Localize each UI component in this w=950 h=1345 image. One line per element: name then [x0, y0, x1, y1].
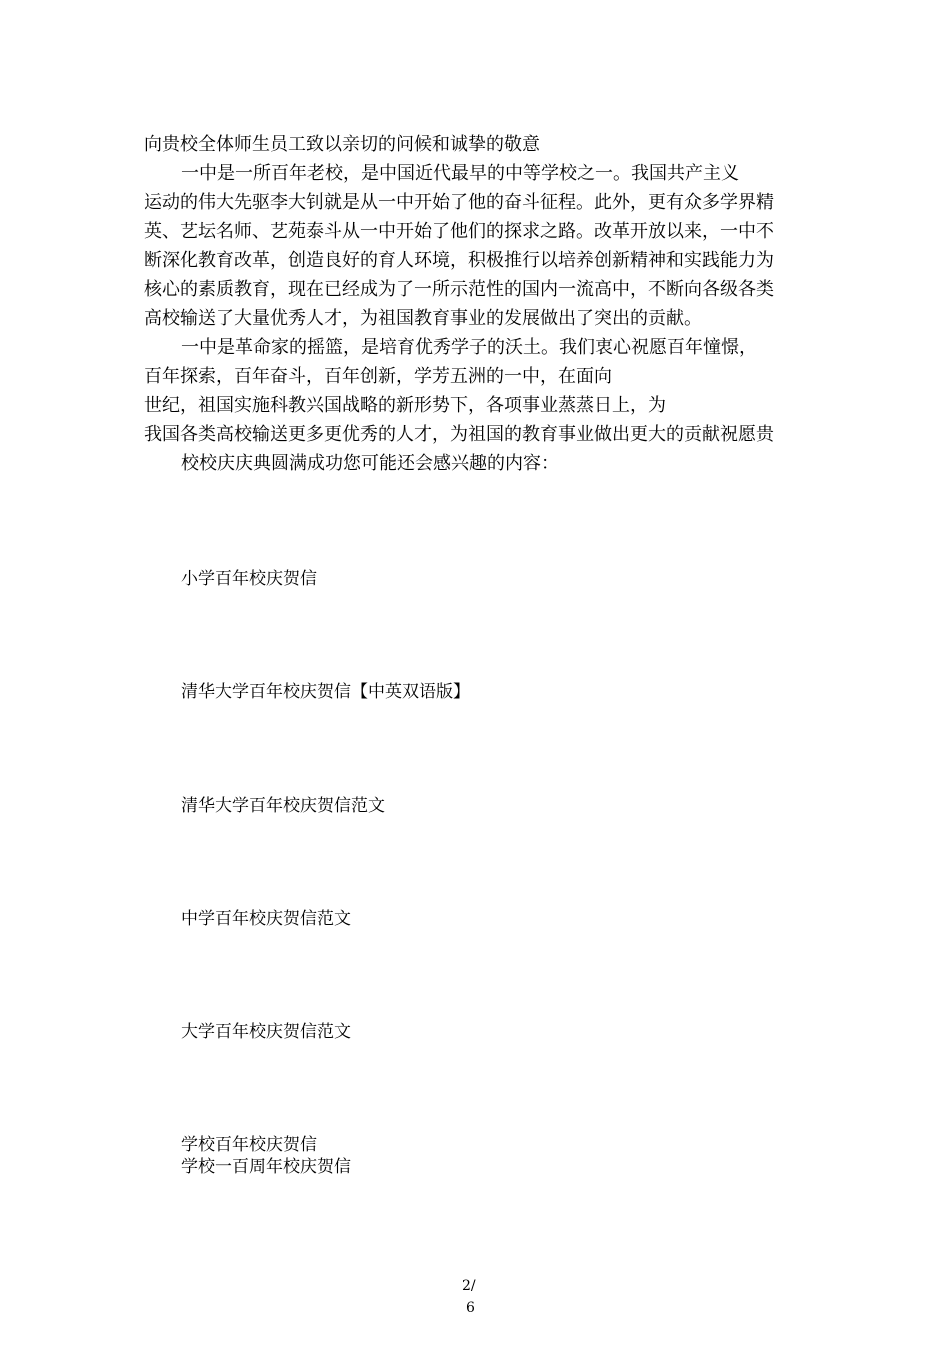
related-link[interactable]: 学校百年校庆贺信 [181, 1135, 317, 1155]
paragraph-line: 一中是一所百年老校，是中国近代最早的中等学校之一。我国共产主义 [181, 163, 739, 184]
page-number-current: 2/ [462, 1278, 476, 1294]
paragraph-line: 向贵校全体师生员工致以亲切的问候和诚挚的敬意 [144, 134, 540, 155]
related-link[interactable]: 小学百年校庆贺信 [181, 569, 317, 589]
related-link[interactable]: 中学百年校庆贺信范文 [181, 909, 351, 929]
related-link[interactable]: 学校一百周年校庆贺信 [181, 1157, 351, 1177]
paragraph-line: 高校输送了大量优秀人才，为祖国教育事业的发展做出了突出的贡献。 [144, 308, 702, 329]
paragraph-line: 一中是革命家的摇篮，是培育优秀学子的沃土。我们衷心祝愿百年憧憬， [181, 337, 757, 358]
paragraph-line: 校校庆庆典圆满成功您可能还会感兴趣的内容： [181, 453, 559, 474]
paragraph-line: 断深化教育改革，创造良好的育人环境，积极推行以培养创新精神和实践能力为 [144, 250, 774, 271]
related-link[interactable]: 清华大学百年校庆贺信【中英双语版】 [181, 682, 470, 702]
paragraph-line: 百年探索，百年奋斗，百年创新，学芳五洲的一中，在面向 [144, 366, 612, 387]
paragraph-line: 世纪，祖国实施科教兴国战略的新形势下，各项事业蒸蒸日上，为 [144, 395, 666, 416]
paragraph-line: 英、艺坛名师、艺苑泰斗从一中开始了他们的探求之路。改革开放以来，一中不 [144, 221, 774, 242]
related-link[interactable]: 清华大学百年校庆贺信范文 [181, 796, 385, 816]
related-link[interactable]: 大学百年校庆贺信范文 [181, 1022, 351, 1042]
page-number-total: 6 [466, 1300, 475, 1316]
paragraph-line: 运动的伟大先驱李大钊就是从一中开始了他的奋斗征程。此外，更有众多学界精 [144, 192, 774, 213]
paragraph-line: 核心的素质教育，现在已经成为了一所示范性的国内一流高中，不断向各级各类 [144, 279, 774, 300]
paragraph-line: 我国各类高校输送更多更优秀的人才，为祖国的教育事业做出更大的贡献祝愿贵 [144, 424, 774, 445]
